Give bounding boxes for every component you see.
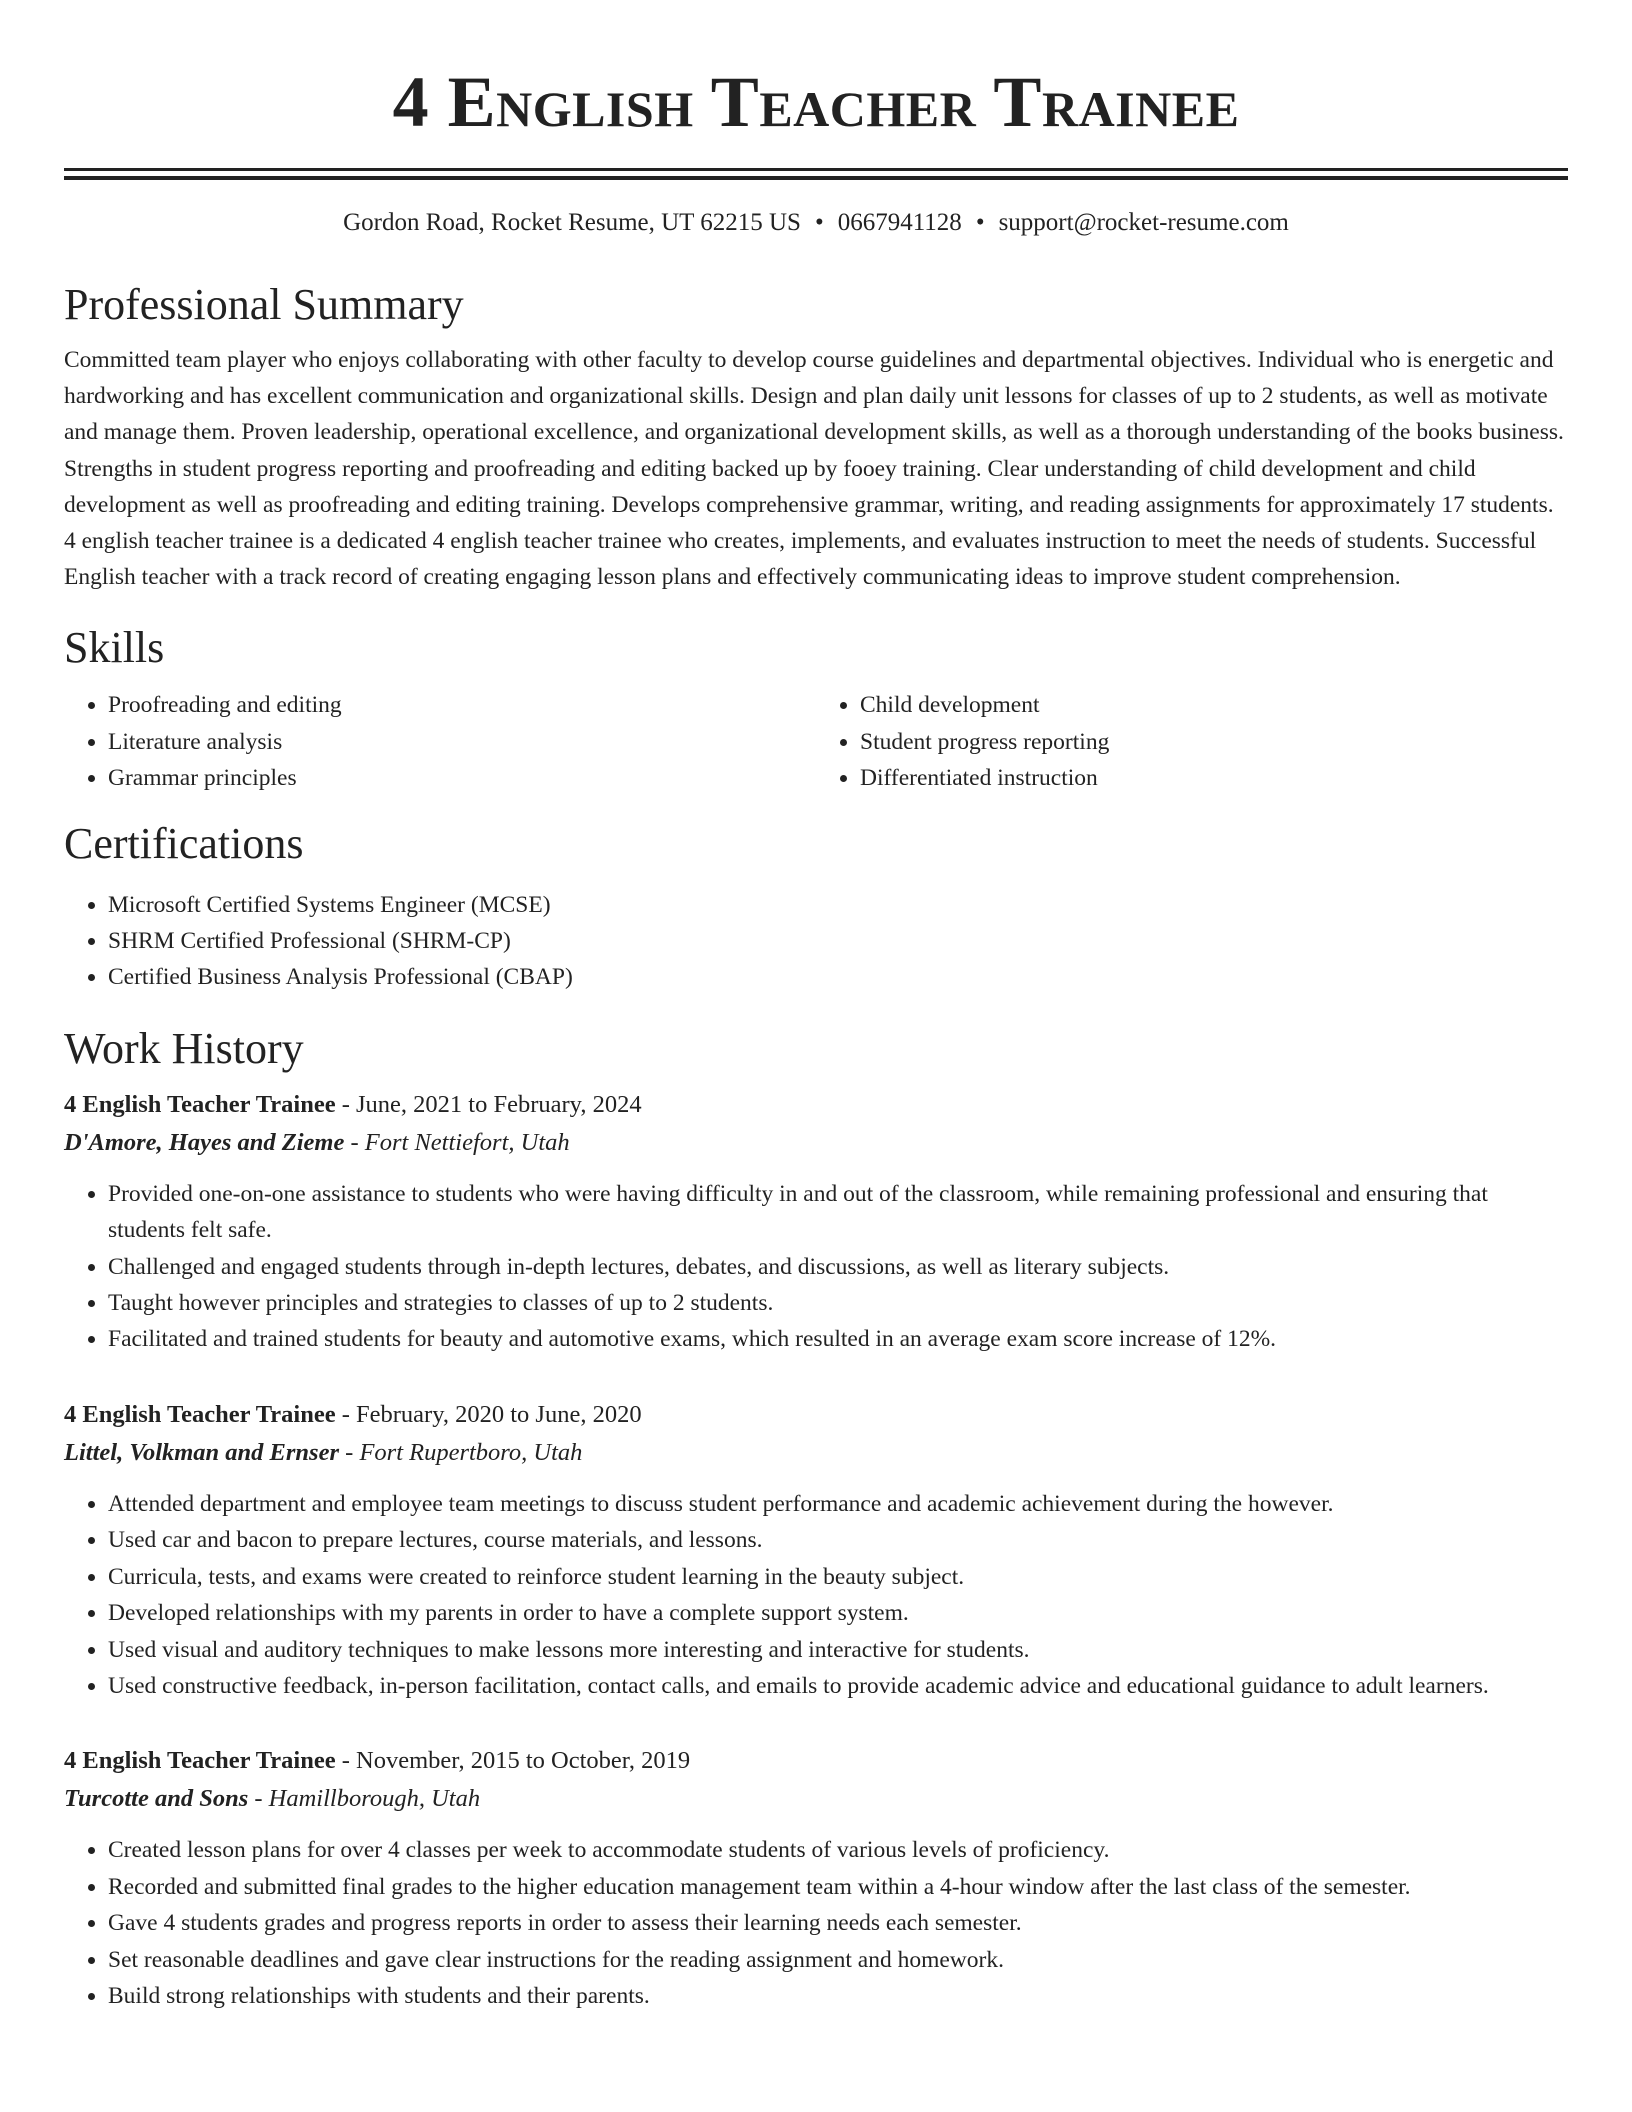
job-bullet: • Build strong relationships with students and their parents.	[108, 1978, 1568, 2014]
contact-separator: •	[975, 209, 985, 236]
contact-address: Gordon Road, Rocket Resume, UT 62215 US	[343, 209, 801, 236]
divider-line-thin	[64, 168, 1568, 171]
summary-heading: Professional Summary	[64, 280, 464, 329]
job-bullet: • Used constructive feedback, in-person facilitation, contact calls, and emails to provide academic advice and educational guidance to adult learners.	[108, 1668, 1568, 1704]
job-entry	[64, 1396, 1568, 1704]
job-bullet: • Developed relationships with my parents in order to have a complete support system.	[108, 1595, 1568, 1631]
contact-email[interactable]: support@rocket-resume.com	[998, 209, 1289, 236]
divider-line-thick	[64, 176, 1568, 180]
contact-phone: 0667941128	[837, 209, 962, 236]
job-dates: June, 2021 to February, 2024	[356, 1090, 642, 1118]
job-title: 4 English Teacher Trainee	[64, 1090, 336, 1118]
job-bullet: • Facilitated and trained students for beauty and automotive exams, which resulted in an average exam score increase of 12%.	[108, 1321, 1568, 1357]
skills-section	[64, 621, 1568, 796]
job-dash: -	[335, 1090, 357, 1118]
job-dates: February, 2020 to June, 2020	[356, 1400, 642, 1428]
job-title: 4 English Teacher Trainee	[64, 1747, 336, 1775]
certification-item: • Microsoft Certified Systems Engineer (MCSE)	[108, 887, 1568, 923]
summary-text: Committed team player who enjoys collaborating with other faculty to develop course guidelines and departmental objectives. Individual who is energetic and hardworking and has excellent communication and organizational skills. Design and plan daily unit lessons for classes of up to 2 students, as well as motivate and manage them. Proven leadership, operational excellence, and organizational development skills, as well as a thorough understanding of the books business. Strengths in student progress reporting and proofreading and editing backed up by fooey training. Clear understanding of child development and child development as well as proofreading and editing training. Develops comprehensive grammar, writing, and reading assignments for approximately 17 students. 4 english teacher trainee is a dedicated 4 english teacher trainee who creates, implements, and evaluates instruction to meet the needs of students. Successful English teacher with a track record of creating engaging lesson plans and effectively communicating ideas to improve student comprehension.	[64, 347, 1564, 591]
job-title: 4 English Teacher Trainee	[64, 1400, 336, 1428]
skills-columns	[64, 687, 1568, 796]
skill-item: • Child development	[860, 687, 1568, 723]
skills-heading: Skills	[64, 623, 165, 673]
skills-list-right	[816, 687, 1568, 796]
job-dates: November, 2015 to October, 2019	[356, 1747, 691, 1775]
job-employer: Littel, Volkman and Ernser	[64, 1438, 340, 1466]
skill-item: • Proofreading and editing	[108, 687, 816, 723]
job-title-line	[64, 1396, 1568, 1434]
job-location: Fort Rupertboro, Utah	[359, 1438, 583, 1466]
summary-section	[64, 278, 1568, 595]
job-dash: -	[344, 1128, 365, 1156]
job-bullet: • Used car and bacon to prepare lectures, course materials, and lessons.	[108, 1522, 1568, 1558]
certifications-list	[64, 887, 1568, 996]
job-employer-line	[64, 1124, 1568, 1162]
job-location: Fort Nettiefort, Utah	[364, 1128, 570, 1156]
job-bullets	[64, 1486, 1568, 1704]
job-dash: -	[248, 1785, 269, 1813]
certifications-heading: Certifications	[64, 818, 304, 868]
job-title-line	[64, 1086, 1568, 1124]
job-bullet: • Used visual and auditory techniques to make lessons more interesting and interactive for students.	[108, 1632, 1568, 1668]
job-employer: Turcotte and Sons	[64, 1785, 249, 1813]
job-dash: -	[339, 1438, 360, 1466]
candidate-name: 4 English Teacher Trainee	[392, 62, 1240, 142]
skill-item: • Student progress reporting	[860, 724, 1568, 760]
contact-line	[64, 206, 1568, 240]
job-location: Hamillborough, Utah	[268, 1785, 481, 1813]
job-bullet: • Gave 4 students grades and progress reports in order to assess their learning needs each semester.	[108, 1905, 1568, 1941]
job-bullets	[64, 1832, 1568, 2014]
job-dash: -	[335, 1400, 357, 1428]
job-dash: -	[335, 1747, 357, 1775]
certification-item: • SHRM Certified Professional (SHRM-CP)	[108, 923, 1568, 959]
certifications-section	[64, 817, 1568, 996]
work-history-section	[64, 1022, 1568, 2015]
job-employer: D'Amore, Hayes and Zieme	[64, 1128, 345, 1156]
certification-item: • Certified Business Analysis Professional (CBAP)	[108, 959, 1568, 995]
job-bullet: • Curricula, tests, and exams were created to reinforce student learning in the beauty subject.	[108, 1559, 1568, 1595]
skill-item: • Grammar principles	[108, 760, 816, 796]
header-divider	[64, 168, 1568, 180]
job-bullet: • Provided one-on-one assistance to students who were having difficulty in and out of the classroom, while remaining professional and ensuring that students felt safe.	[108, 1176, 1568, 1249]
skill-item: • Literature analysis	[108, 724, 816, 760]
job-title-line	[64, 1742, 1568, 1780]
work-history-heading: Work History	[64, 1023, 304, 1073]
contact-separator: •	[814, 209, 824, 236]
job-bullets	[64, 1176, 1568, 1358]
job-bullet: • Created lesson plans for over 4 classes per week to accommodate students of various levels of proficiency.	[108, 1832, 1568, 1868]
job-employer-line	[64, 1780, 1568, 1818]
job-bullet: • Challenged and engaged students through in-depth lectures, debates, and discussions, as well as literary subjects.	[108, 1249, 1568, 1285]
job-employer-line	[64, 1434, 1568, 1472]
job-bullet: • Attended department and employee team meetings to discuss student performance and academic achievement during the however.	[108, 1486, 1568, 1522]
job-bullet: • Set reasonable deadlines and gave clear instructions for the reading assignment and homework.	[108, 1942, 1568, 1978]
skill-item: • Differentiated instruction	[860, 760, 1568, 796]
job-entry	[64, 1742, 1568, 2014]
job-bullet: • Recorded and submitted final grades to the higher education management team within a 4-hour window after the last class of the semester.	[108, 1869, 1568, 1905]
skills-list-left	[64, 687, 816, 796]
job-entry	[64, 1086, 1568, 1358]
job-bullet: • Taught however principles and strategies to classes of up to 2 students.	[108, 1285, 1568, 1321]
